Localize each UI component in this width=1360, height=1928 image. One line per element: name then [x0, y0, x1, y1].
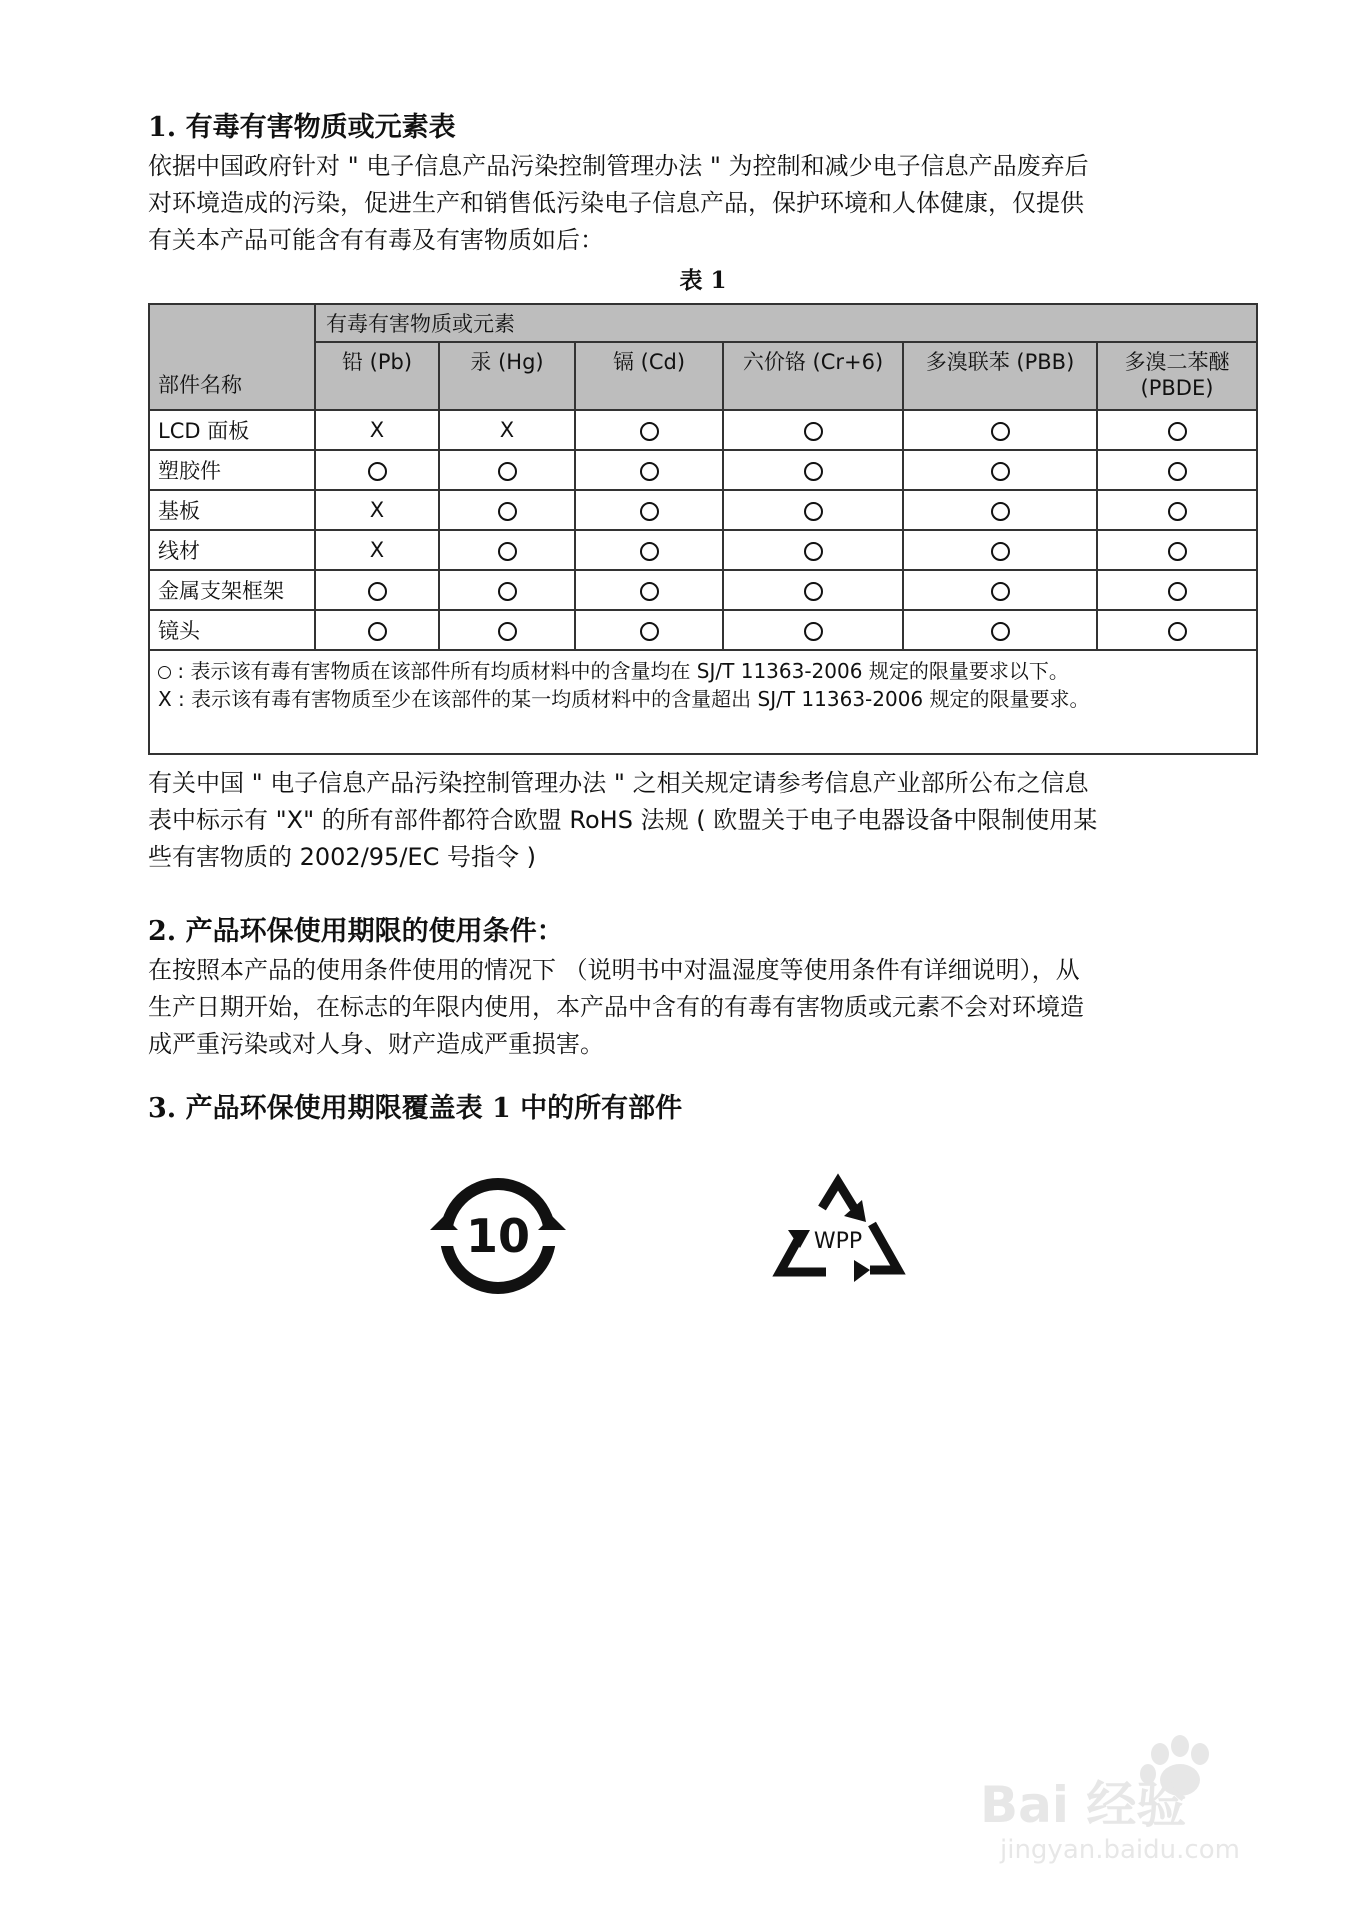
paragraph-line: 有关中国 " 电子信息产品污染控制管理办法 " 之相关规定请参考信息产业部所公布之信息 — [148, 769, 1089, 797]
table-row — [149, 570, 1257, 610]
column-header-row — [149, 342, 1257, 410]
part-name-cell: 基板 — [149, 490, 315, 530]
substance-mark-cell — [315, 410, 439, 450]
substance-mark-cell — [1097, 530, 1257, 570]
substance-mark-cell — [575, 410, 723, 450]
circle-mark-icon — [498, 502, 517, 521]
paragraph-line: 表中标示有 "X" 的所有部件都符合欧盟 RoHS 法规 ( 欧盟关于电子电器设备中限制使用某 — [148, 806, 1098, 834]
circle-mark-icon — [158, 666, 171, 679]
circle-mark-icon — [498, 582, 517, 601]
substance-mark-cell — [903, 410, 1097, 450]
column-header: 六价铬 (Cr+6) — [723, 342, 903, 410]
substance-mark-cell — [723, 450, 903, 490]
column-header: 多溴联苯 (PBB) — [903, 342, 1097, 410]
circle-mark-icon — [1168, 462, 1187, 481]
paragraph-line: 些有害物质的 2002/95/EC 号指令 ) — [148, 843, 536, 871]
circle-mark-icon — [991, 502, 1010, 521]
substance-mark-cell — [439, 490, 575, 530]
x-mark: X — [499, 418, 515, 442]
circle-mark-icon — [804, 422, 823, 441]
circle-mark-icon — [1168, 582, 1187, 601]
column-header: 汞 (Hg) — [439, 342, 575, 410]
watermark-url: jingyan.baidu.com — [1000, 1835, 1240, 1865]
substance-mark-cell — [315, 570, 439, 610]
table-row — [149, 450, 1257, 490]
x-mark: X — [369, 538, 385, 562]
substance-mark-cell — [723, 410, 903, 450]
circle-mark-icon — [991, 462, 1010, 481]
table-body — [149, 410, 1257, 650]
substance-mark-cell — [439, 410, 575, 450]
circle-mark-icon — [804, 622, 823, 641]
circle-mark-icon — [1168, 622, 1187, 641]
substance-mark-cell — [723, 530, 903, 570]
substance-mark-cell — [723, 490, 903, 530]
watermark-brand: Bai 经验 — [980, 1776, 1187, 1834]
substance-mark-cell — [575, 530, 723, 570]
x-mark: X — [369, 498, 385, 522]
part-name-cell: LCD 面板 — [149, 410, 315, 450]
paragraph-line: 有关本产品可能含有有毒及有害物质如后： — [148, 226, 604, 254]
legend-x: X : 表示该有毒有害物质至少在该部件的某一均质材料中的含量超出 SJ/T 11363-2006 规定的限量要求。 — [158, 687, 1090, 711]
circle-mark-icon — [498, 542, 517, 561]
substance-mark-cell — [903, 490, 1097, 530]
section1-paragraph — [148, 148, 1258, 259]
column-header: 铅 (Pb) — [315, 342, 439, 410]
baidu-jingyan-watermark — [960, 1718, 1280, 1868]
note-paragraph — [148, 765, 1258, 876]
section2-paragraph — [148, 952, 1258, 1063]
circle-mark-icon — [991, 422, 1010, 441]
circle-mark-icon — [1168, 422, 1187, 441]
period-number: 10 — [465, 1209, 531, 1263]
section2-heading: 2. 产品环保使用期限的使用条件： — [148, 916, 564, 947]
substance-mark-cell — [723, 570, 903, 610]
substance-mark-cell — [1097, 570, 1257, 610]
part-name-cell: 线材 — [149, 530, 315, 570]
substance-group-header: 有毒有害物质或元素 — [315, 304, 1257, 342]
circle-mark-icon — [640, 422, 659, 441]
logo-area — [0, 1168, 1360, 1308]
substance-mark-cell — [439, 530, 575, 570]
legend-o: : 表示该有毒有害物质在该部件所有均质材料中的含量均在 SJ/T 11363-2006 规定的限量要求以下。 — [158, 657, 1248, 685]
environment-protection-use-period-icon — [430, 1168, 566, 1304]
table-row — [149, 490, 1257, 530]
table-legend — [149, 650, 1257, 754]
circle-mark-icon — [991, 542, 1010, 561]
circle-mark-icon — [804, 462, 823, 481]
recycle-text: WPP — [813, 1229, 863, 1254]
circle-mark-icon — [640, 622, 659, 641]
substance-mark-cell — [1097, 610, 1257, 650]
circle-mark-icon — [804, 502, 823, 521]
paragraph-line: 依据中国政府针对 " 电子信息产品污染控制管理办法 " 为控制和减少电子信息产品废弃后 — [148, 152, 1089, 180]
circle-mark-icon — [640, 542, 659, 561]
circle-mark-icon — [1168, 542, 1187, 561]
part-name-cell: 镜头 — [149, 610, 315, 650]
circle-mark-icon — [1168, 502, 1187, 521]
circle-mark-icon — [991, 582, 1010, 601]
substance-mark-cell — [315, 450, 439, 490]
circle-mark-icon — [368, 582, 387, 601]
substance-mark-cell — [575, 570, 723, 610]
recycle-wpp-icon — [770, 1168, 906, 1304]
substance-mark-cell — [315, 610, 439, 650]
circle-mark-icon — [640, 462, 659, 481]
substance-mark-cell — [903, 530, 1097, 570]
part-name-cell: 金属支架框架 — [149, 570, 315, 610]
column-header: 镉 (Cd) — [575, 342, 723, 410]
x-mark: X — [369, 418, 385, 442]
circle-mark-icon — [991, 622, 1010, 641]
section3-heading: 3. 产品环保使用期限覆盖表 1 中的所有部件 — [148, 1093, 683, 1124]
circle-mark-icon — [368, 622, 387, 641]
substance-mark-cell — [315, 490, 439, 530]
substance-mark-cell — [903, 570, 1097, 610]
substance-mark-cell — [723, 610, 903, 650]
paragraph-line: 在按照本产品的使用条件使用的情况下 （说明书中对温湿度等使用条件有详细说明），从 — [148, 956, 1080, 984]
substance-mark-cell — [439, 570, 575, 610]
part-name-cell: 塑胶件 — [149, 450, 315, 490]
substance-mark-cell — [575, 610, 723, 650]
substance-mark-cell — [903, 450, 1097, 490]
circle-mark-icon — [804, 542, 823, 561]
table-row — [149, 410, 1257, 450]
table-row — [149, 610, 1257, 650]
substance-mark-cell — [1097, 450, 1257, 490]
substance-mark-cell — [1097, 490, 1257, 530]
table-caption: 表 1 — [679, 267, 727, 294]
column-header: 多溴二苯醚 (PBDE) — [1097, 342, 1257, 410]
section1-heading: 1. 有毒有害物质或元素表 — [148, 112, 456, 143]
substance-mark-cell — [575, 450, 723, 490]
paragraph-line: 成严重污染或对人身、财产造成严重损害。 — [148, 1030, 604, 1058]
hazardous-substance-table — [148, 303, 1258, 755]
document-page — [148, 108, 1258, 1129]
table-row — [149, 530, 1257, 570]
circle-mark-icon — [368, 462, 387, 481]
circle-mark-icon — [498, 462, 517, 481]
paragraph-line: 对环境造成的污染，促进生产和销售低污染电子信息产品，保护环境和人体健康，仅提供 — [148, 189, 1084, 217]
circle-mark-icon — [804, 582, 823, 601]
substance-mark-cell — [315, 530, 439, 570]
substance-mark-cell — [1097, 410, 1257, 450]
circle-mark-icon — [498, 622, 517, 641]
substance-mark-cell — [439, 610, 575, 650]
paragraph-line: 生产日期开始，在标志的年限内使用，本产品中含有的有毒有害物质或元素不会对环境造 — [148, 993, 1084, 1021]
substance-mark-cell — [575, 490, 723, 530]
substance-mark-cell — [439, 450, 575, 490]
part-name-header: 部件名称 — [149, 304, 315, 410]
circle-mark-icon — [640, 582, 659, 601]
circle-mark-icon — [640, 502, 659, 521]
substance-mark-cell — [903, 610, 1097, 650]
